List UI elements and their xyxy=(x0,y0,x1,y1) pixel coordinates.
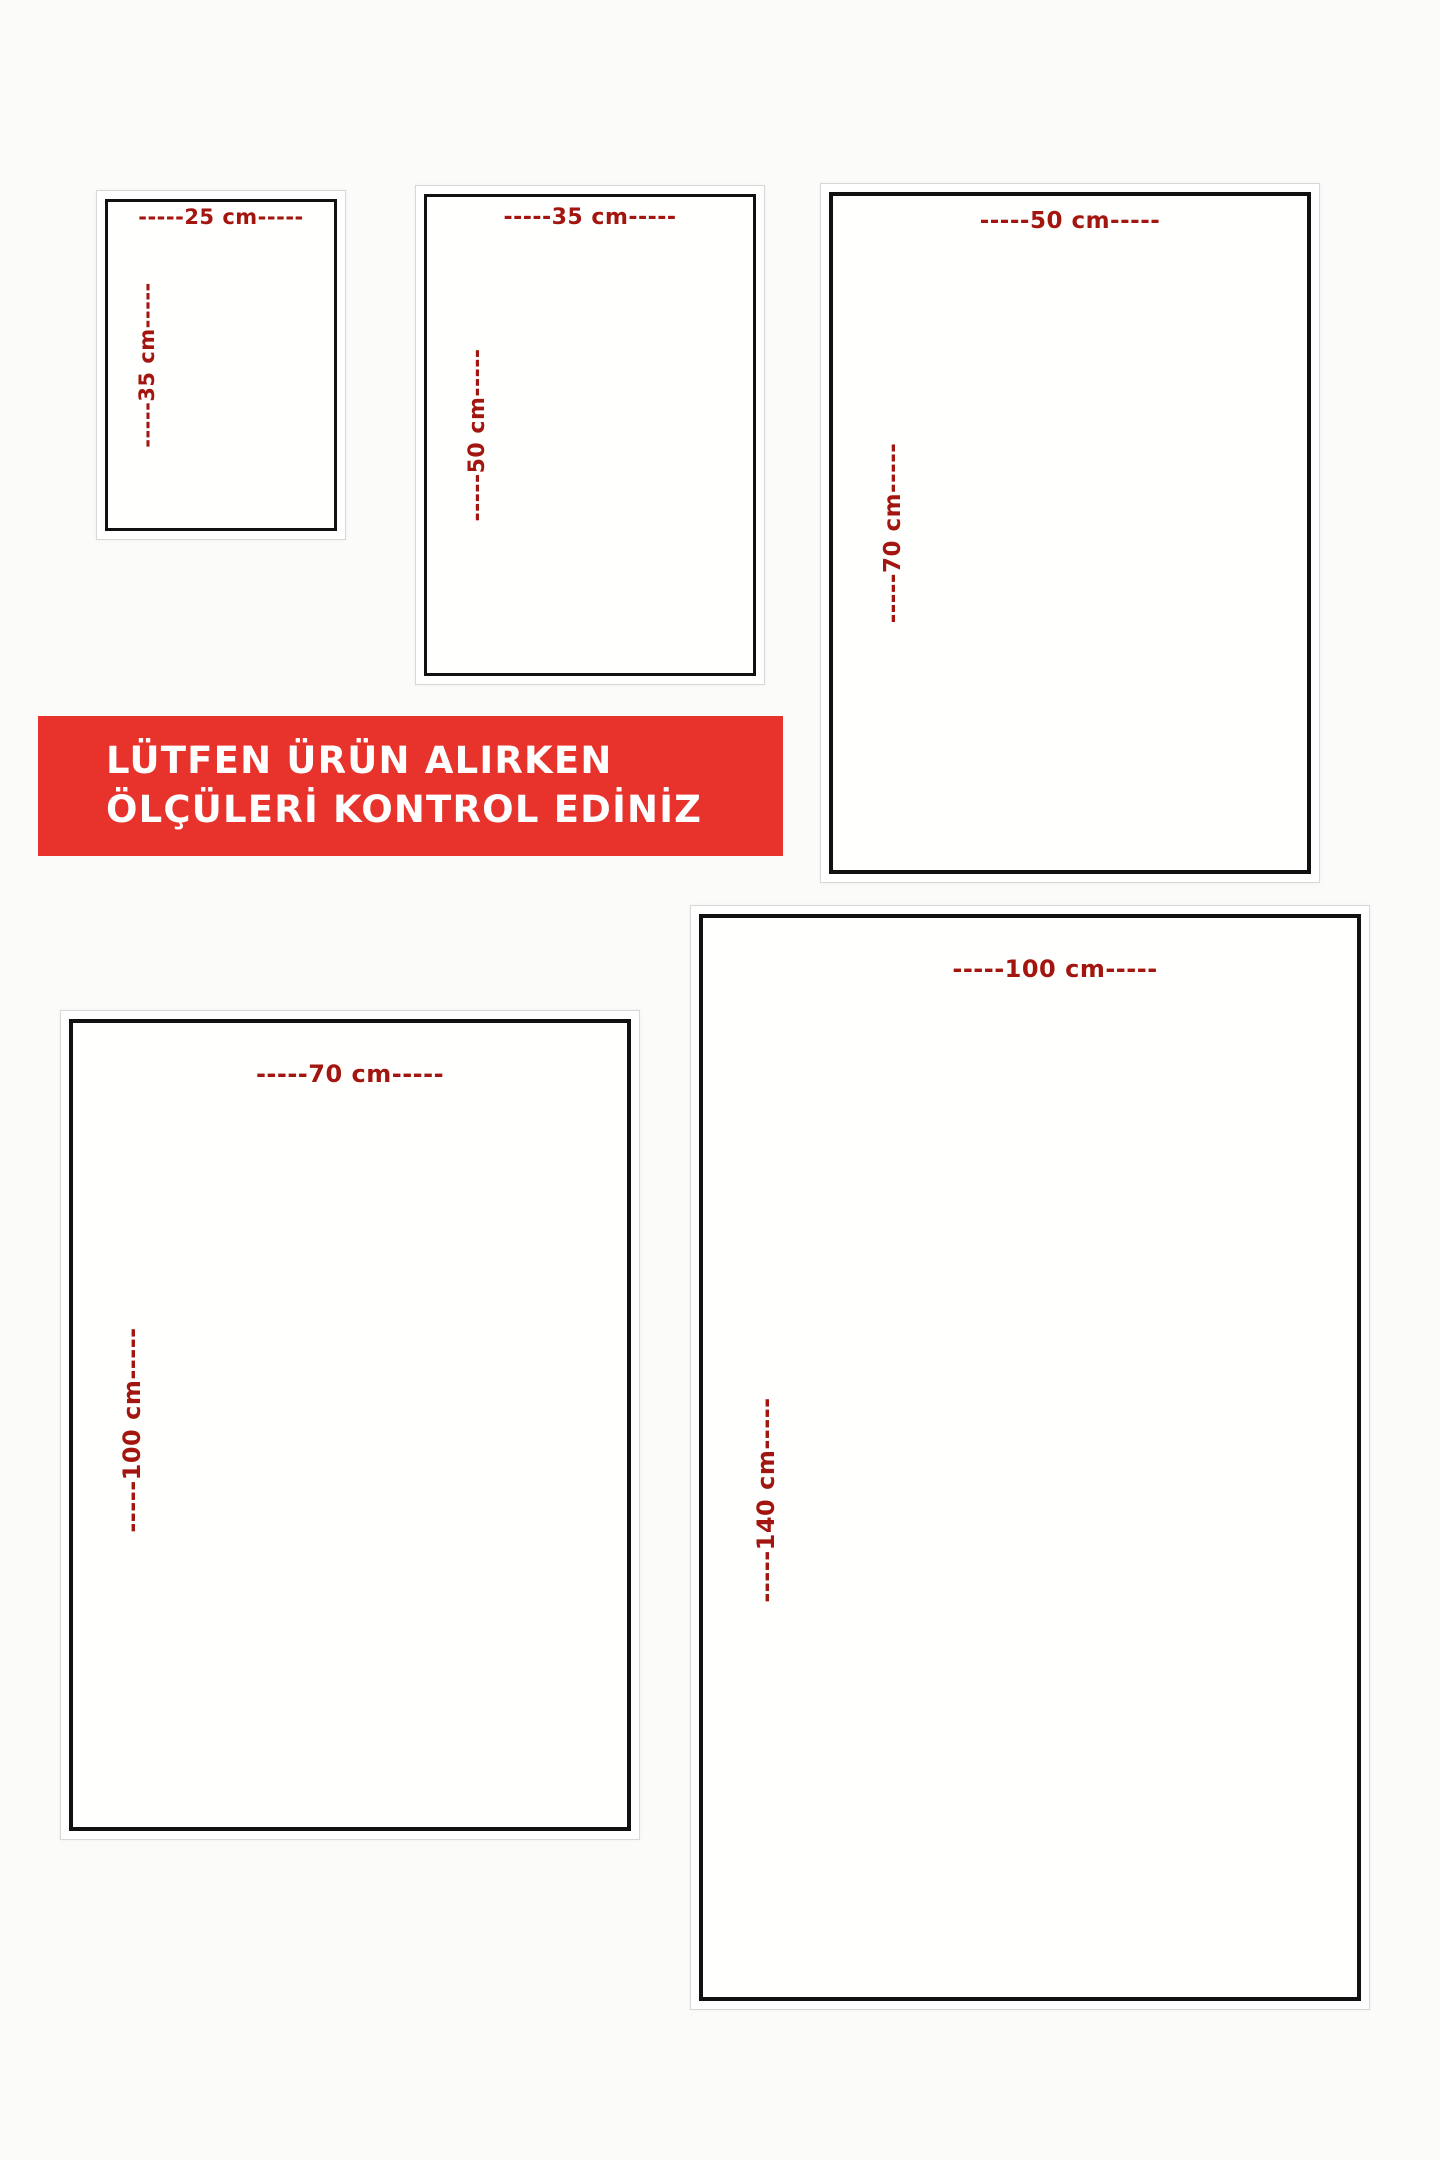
label-100x140-width: -----100 cm----- xyxy=(952,955,1158,983)
label-25x35-width: -----25 cm----- xyxy=(138,205,304,229)
label-70x100-height: -----100 cm----- xyxy=(118,1327,146,1533)
label-35x50-width: -----35 cm----- xyxy=(503,205,677,230)
label-35x50-height: -----50 cm----- xyxy=(465,348,490,522)
frame-100x140-inner xyxy=(699,914,1361,2001)
frame-70x100-inner xyxy=(69,1019,631,1831)
label-70x100-width: -----70 cm----- xyxy=(255,1060,445,1088)
size-warning-line-2: ÖLÇÜLERİ KONTROL EDİNİZ xyxy=(106,788,703,831)
label-100x140-height: -----140 cm----- xyxy=(752,1397,780,1603)
frame-70x100 xyxy=(60,1010,640,1840)
frame-100x140 xyxy=(690,905,1370,2010)
size-warning-banner xyxy=(38,716,783,856)
size-warning-line-1: LÜTFEN ÜRÜN ALIRKEN xyxy=(106,739,613,783)
frame-25x35 xyxy=(96,190,346,540)
label-50x70-width: -----50 cm----- xyxy=(979,208,1161,234)
label-50x70-height: -----70 cm----- xyxy=(880,442,906,624)
label-25x35-height: -----35 cm----- xyxy=(135,282,159,448)
